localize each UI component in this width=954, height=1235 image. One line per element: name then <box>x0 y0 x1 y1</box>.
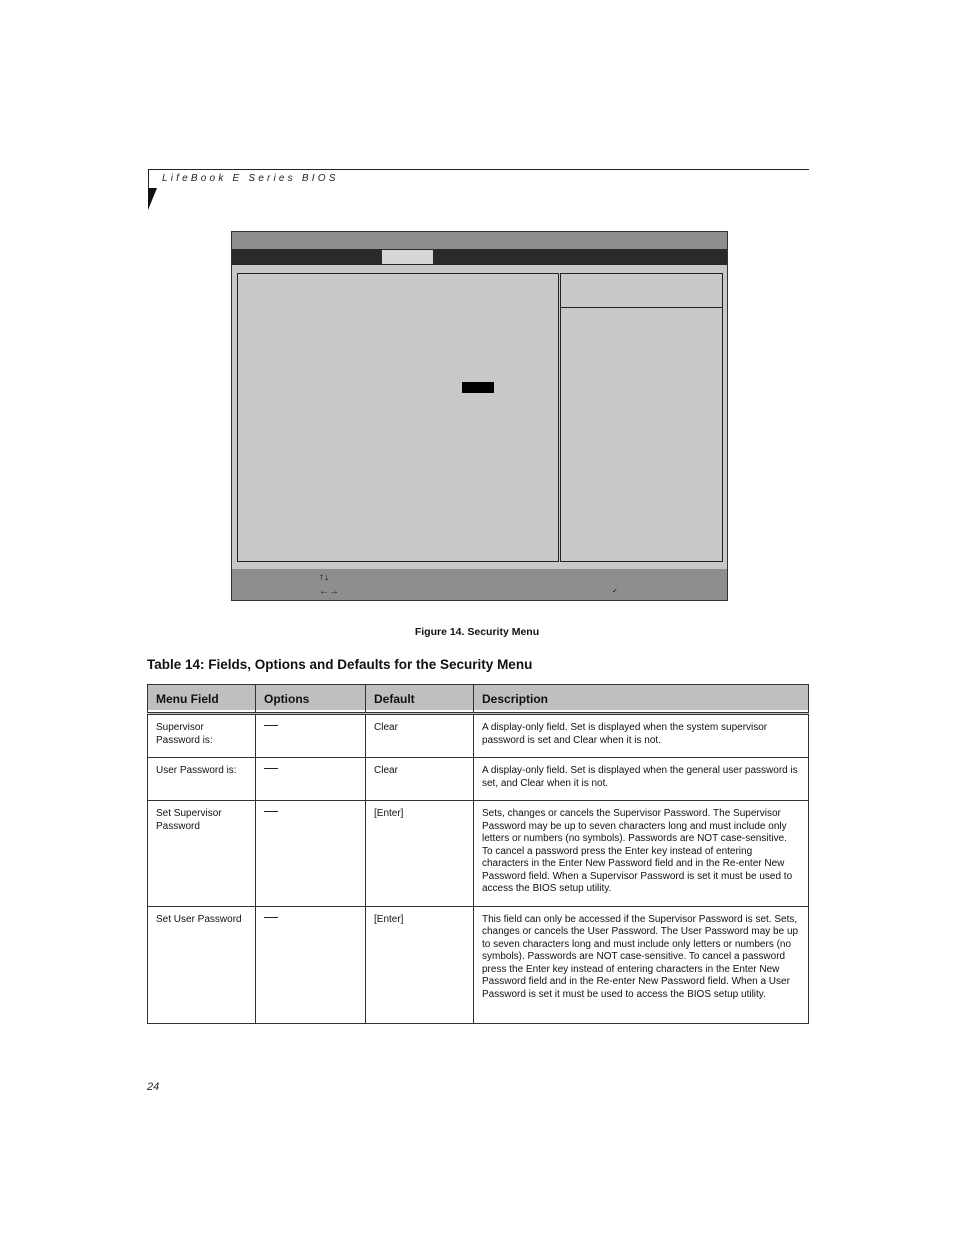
em-dash-mark <box>264 768 278 769</box>
cell-options <box>256 714 366 758</box>
table-row <box>148 714 809 758</box>
column-header-description: Description <box>474 685 809 714</box>
bios-key-legend-bar <box>232 569 727 600</box>
cell-default: Clear <box>366 758 474 801</box>
bios-item-help-panel <box>560 273 723 562</box>
bios-selected-field-highlight <box>462 382 494 393</box>
bios-title-bar <box>232 232 727 249</box>
table-row <box>148 801 809 907</box>
cell-default: [Enter] <box>366 906 474 1023</box>
bios-tab-security-active <box>382 250 433 264</box>
column-header-menu-field: Menu Field <box>148 685 256 714</box>
cell-options <box>256 758 366 801</box>
cell-description: A display-only field. Set is displayed when the system supervisor password is set and Clear when it is not. <box>474 714 809 758</box>
cell-description: Sets, changes or cancels the Supervisor Password. The Supervisor Password may be up to seven characters long and must include only letters or numbers (no symbols). Passwords are NOT case-sensitive. To cancel a password press the Enter key instead of entering characters in the Enter New Password field and in the Re-enter New Password field. When a Supervisor Password is set it must be used to access the BIOS setup utility. <box>474 801 809 907</box>
column-header-default: Default <box>366 685 474 714</box>
running-header-title: LifeBook E Series BIOS <box>162 173 339 184</box>
column-header-options: Options <box>256 685 366 714</box>
arrow-left-right-icon: ←→ <box>319 586 339 597</box>
table-row <box>148 758 809 801</box>
bios-security-menu-figure <box>231 231 728 601</box>
cell-description: This field can only be accessed if the Supervisor Password is set. Sets, changes or cancels the User Password. The User Password may be up to seven characters long and must include only letters or numbers (no symbols). Passwords are NOT case-sensitive. To cancel a password press the Enter key instead of entering characters in the Enter New Password field and in the Re-enter New Password field. When a User Password is set it must be used to access the BIOS setup utility. <box>474 906 809 1023</box>
em-dash-mark <box>264 725 278 726</box>
bios-menu-bar <box>232 249 727 265</box>
cell-options <box>256 801 366 907</box>
table-header-row <box>148 685 809 714</box>
cell-options <box>256 906 366 1023</box>
page-number: 24 <box>147 1081 160 1093</box>
em-dash-mark <box>264 811 278 812</box>
header-vertical-rule <box>148 169 149 189</box>
cell-menu-field: Supervisor Password is: <box>148 714 256 758</box>
bios-help-separator <box>561 307 722 308</box>
cell-default: [Enter] <box>366 801 474 907</box>
bios-settings-panel <box>237 273 559 562</box>
figure-caption: Figure 14. Security Menu <box>414 626 540 638</box>
cell-menu-field: Set Supervisor Password <box>148 801 256 907</box>
check-mark-icon: ✓ <box>612 588 618 595</box>
arrow-up-down-icon: ↑↓ <box>319 572 329 583</box>
cell-menu-field: User Password is: <box>148 758 256 801</box>
header-rule <box>148 169 809 170</box>
table-row <box>148 906 809 1023</box>
cell-default: Clear <box>366 714 474 758</box>
header-wedge-mark <box>148 188 157 210</box>
em-dash-mark <box>264 917 278 918</box>
cell-description: A display-only field. Set is displayed when the general user password is set, and Clear when it is not. <box>474 758 809 801</box>
cell-menu-field: Set User Password <box>148 906 256 1023</box>
table-title: Table 14: Fields, Options and Defaults for the Security Menu <box>147 657 533 672</box>
security-menu-table <box>147 684 809 1024</box>
